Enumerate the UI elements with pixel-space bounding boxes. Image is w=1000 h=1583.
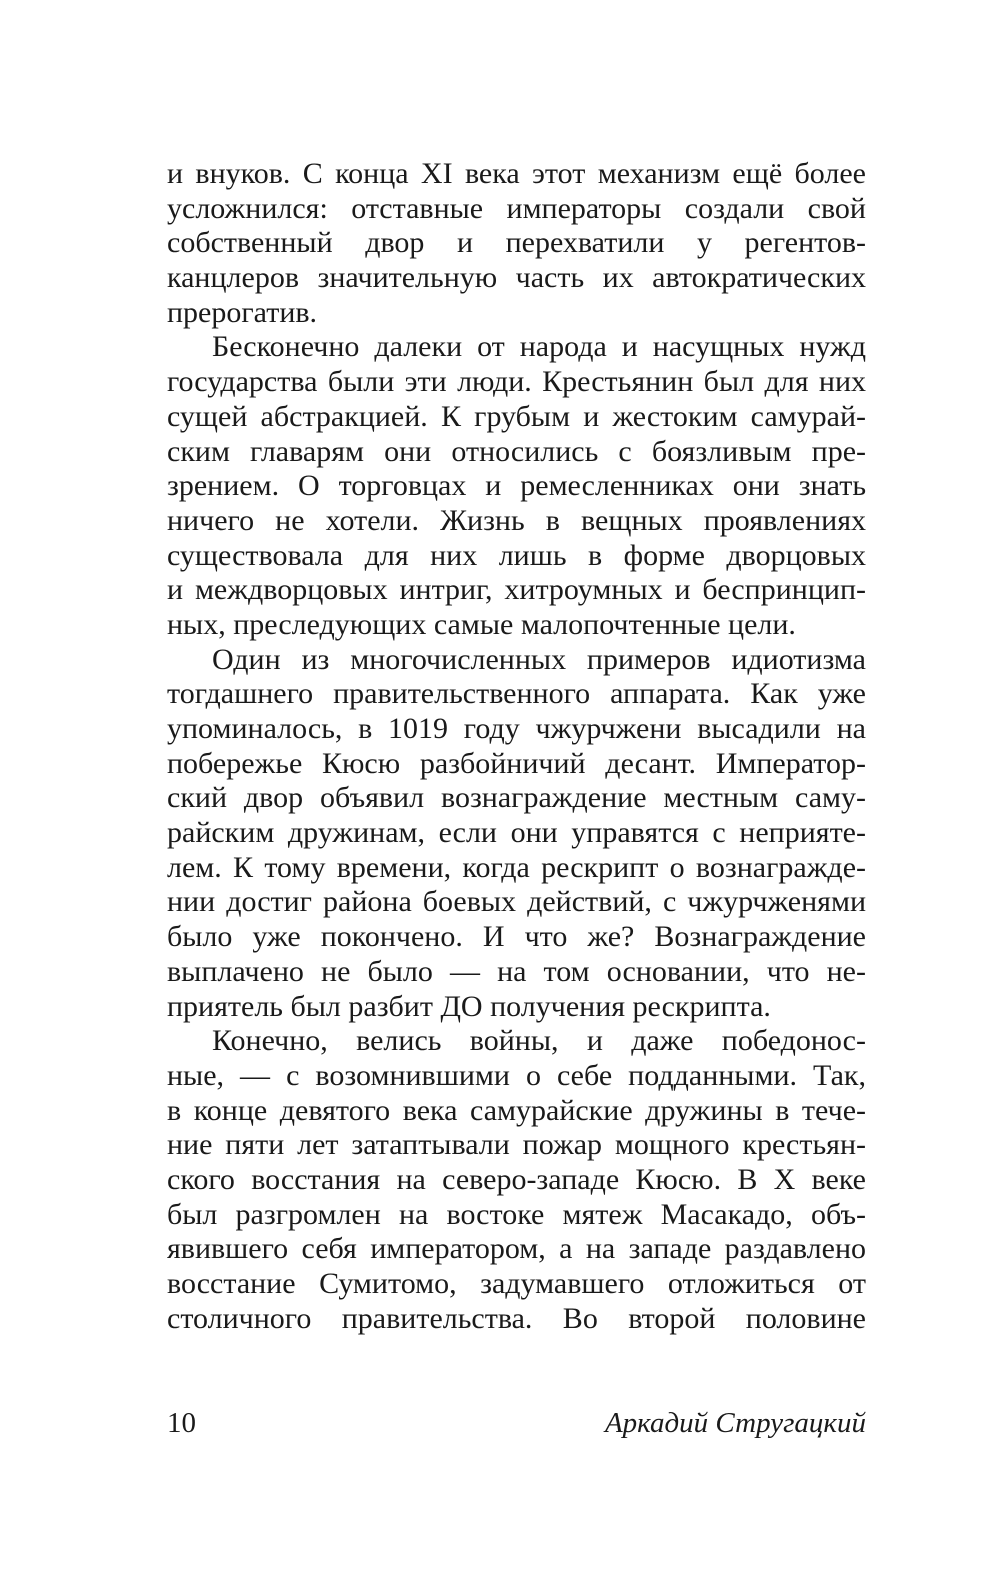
text-line: упоминалось, в 1019 году чжурчжени высадили на (167, 712, 866, 745)
text-line: и внуков. С конца XI века этот механизм ещё более (167, 157, 866, 190)
page-footer (167, 1403, 866, 1443)
text-line: сущей абстракцией. К грубым и жестоким самурай- (167, 399, 866, 433)
text-line: побережье Кюсю разбойничий десант. Император- (167, 746, 866, 780)
text-line: существовала для них лишь в форме дворцовых (167, 538, 866, 572)
author-name: Аркадий Стругацкий (604, 1407, 866, 1439)
text-line: усложнился: отставные императоры создали свой (167, 191, 866, 225)
text-line: ского восстания на северо-западе Кюсю. В X веке (167, 1162, 866, 1196)
text-line: Конечно, велись войны, и даже победонос- (212, 1024, 866, 1058)
text-line: Один из многочисленных примеров идиотизма (212, 642, 866, 676)
text-line: было уже покончено. И что же? Вознаграждение (167, 920, 866, 954)
text-line: выплачено не было — на том основании, что не- (167, 954, 866, 988)
text-line: тогдашнего правительственного аппарата. Как уже (167, 677, 866, 711)
text-line: райским дружинам, если они управятся с неприяте- (167, 816, 866, 850)
text-line: собственный двор и перехватили у регентов- (167, 226, 866, 260)
text-line: лем. К тому времени, когда рескрипт о вознагражде- (167, 850, 866, 884)
text-line: ничего не хотели. Жизнь в вещных проявлениях (167, 503, 866, 537)
text-line: в конце девятого века самурайские дружины в тече- (167, 1093, 866, 1127)
text-line: Бесконечно далеки от народа и насущных нужд (212, 330, 866, 364)
body-text (167, 157, 866, 1336)
text-line: прерогатив. (167, 295, 318, 329)
text-line: был разгромлен на востоке мятеж Масакадо, объ- (167, 1197, 866, 1231)
text-line: ским главарям они относились с боязливым пре- (167, 434, 866, 468)
text-line: ных, преследующих самые малопочтенные цели. (167, 607, 796, 641)
text-line: явившего себя императором, а на западе раздавлено (167, 1232, 866, 1266)
text-line: канцлеров значительную часть их автократических (167, 261, 866, 295)
text-line: столичного правительства. Во второй половине (167, 1301, 866, 1335)
text-line: ский двор объявил вознаграждение местным саму- (167, 781, 866, 815)
text-line: и междворцовых интриг, хитроумных и беспринцип- (167, 573, 866, 607)
text-line: приятель был разбит ДО получения рескрипта. (167, 989, 771, 1023)
text-line: государства были эти люди. Крестьянин был для них (167, 365, 866, 399)
text-line: ние пяти лет затаптывали пожар мощного крестьян- (167, 1128, 866, 1162)
text-line: восстание Сумитомо, задумавшего отложиться от (167, 1267, 866, 1300)
text-line: ные, — с возомнившими о себе подданными. Так, (167, 1058, 866, 1092)
page-number: 10 (167, 1407, 196, 1439)
text-line: нии достиг района боевых действий, с чжурчженями (167, 885, 866, 919)
text-line: зрением. О торговцах и ремесленниках они знать (167, 469, 866, 503)
